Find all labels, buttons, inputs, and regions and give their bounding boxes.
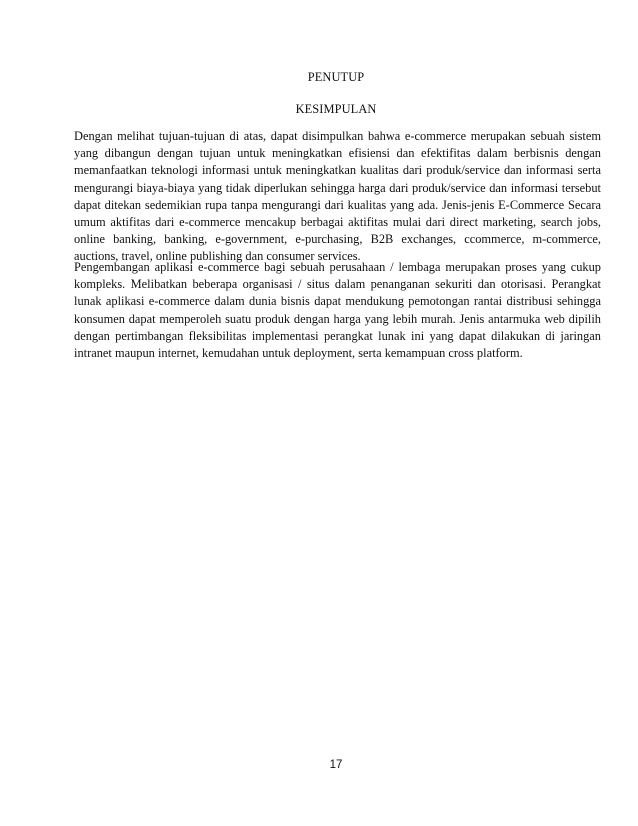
paragraph-conclusion-1: Dengan melihat tujuan-tujuan di atas, dapat disimpulkan bahwa e-commerce merupakan sebuah sistem yang dibangun dengan tujuan untuk meningkatkan efisiensi dan efektifitas dalam berbisnis dengan memanfaatkan teknologi informasi untuk meningkatkan kualitas dari produk/service dan informasi serta mengurangi biaya-biaya yang tidak diperlukan sehingga harga dari produk/service dan informasi tersebut dapat ditekan sedemikian rupa tanpa mengurangi dari kualitas yang ada. Jenis-jenis E-Commerce Secara umum aktifitas dari e-commerce mencakup berbagai aktifitas mulai dari direct marketing, search jobs, online banking, banking, e-government, e-purchasing, B2B exchanges, ccommerce, m-commerce, auctions, travel, online publishing dan consumer services. [74, 129, 601, 264]
section-title: PENUTUP [307, 70, 365, 84]
subsection-title: KESIMPULAN [295, 102, 377, 116]
paragraph-conclusion-2: Pengembangan aplikasi e-commerce bagi sebuah perusahaan / lembaga merupakan proses yang cukup kompleks. Melibatkan beberapa organisasi / situs dalam penanganan sekuriti dan otorisasi. Perangkat lunak aplikasi e-commerce dalam dunia bisnis dapat mendukung pemotongan rantai distribusi sehingga konsumen dapat memperoleh suatu produk dengan harga yang lebih murah. Jenis antarmuka web dipilih dengan pertimbangan fleksibilitas implementasi perangkat lunak ini yang dapat dilakukan di jaringan intranet maupun internet, kemudahan untuk deployment, serta kemampuan cross platform. [74, 260, 601, 361]
page-number: 17 [329, 759, 343, 771]
